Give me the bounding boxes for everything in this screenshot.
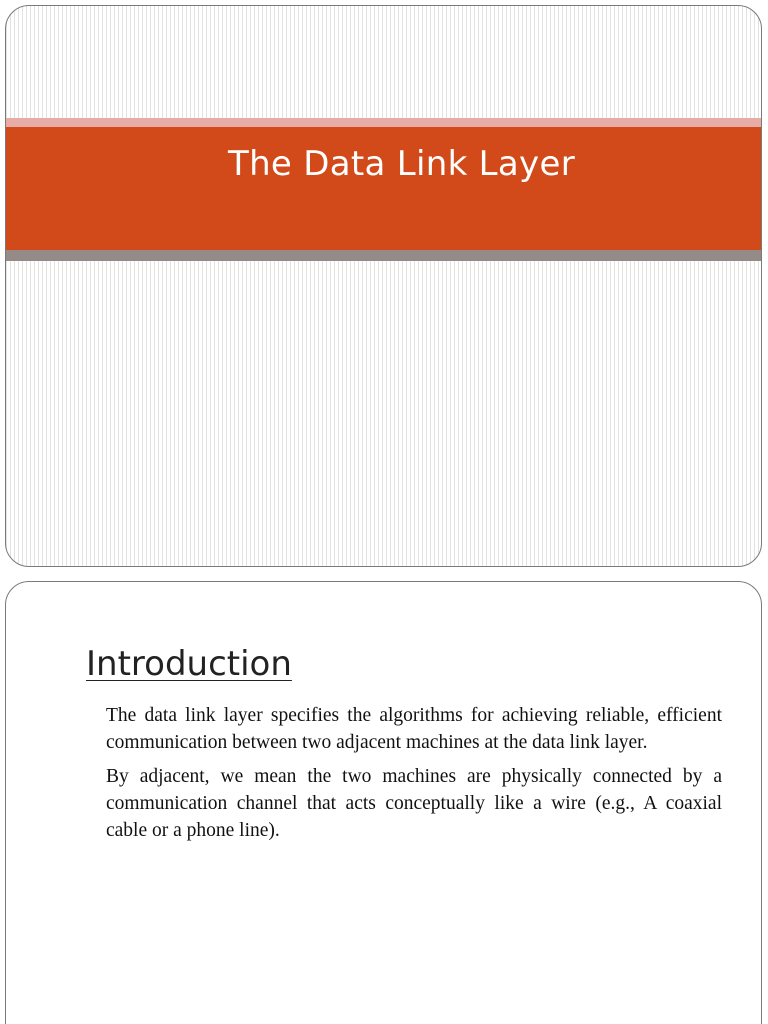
title-bottom-stripe bbox=[6, 250, 761, 261]
slide-heading: Introduction bbox=[86, 644, 292, 684]
title-slide bbox=[5, 5, 762, 567]
content-slide bbox=[5, 581, 762, 1024]
paragraph: The data link layer specifies the algorithms for achieving reliable, efficient communication between two adjacent machines at the data link layer. bbox=[106, 705, 722, 753]
slide-title: The Data Link Layer bbox=[228, 144, 575, 184]
paragraph: By adjacent, we mean the two machines are physically connected by a communication channel that acts conceptually like a wire (e.g., A coaxial cable or a phone line). bbox=[106, 766, 722, 841]
slide-body bbox=[106, 702, 722, 851]
title-top-stripe bbox=[6, 118, 761, 127]
